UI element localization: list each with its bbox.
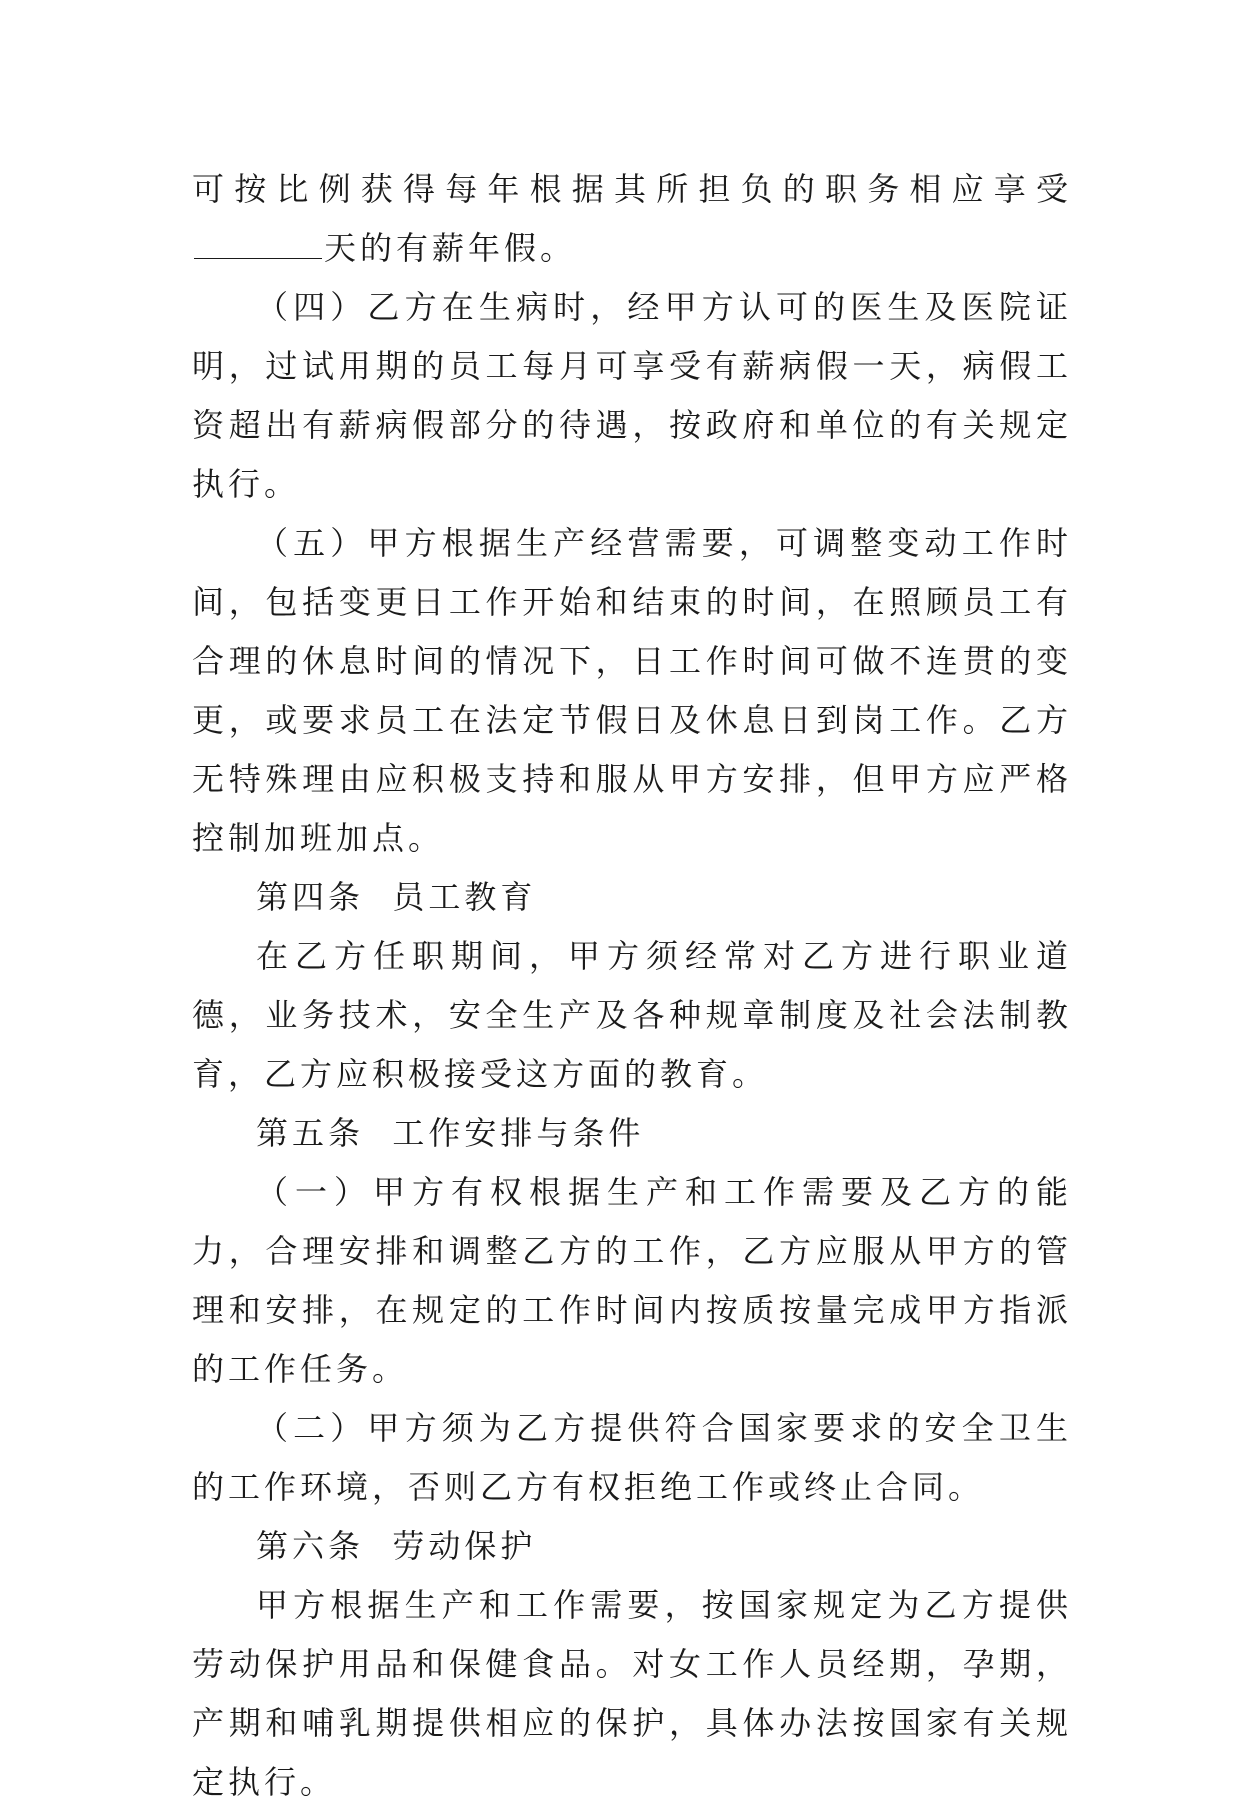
paragraph-employee-education: 在乙方任职期间，甲方须经常对乙方进行职业道德，业务技术，安全生产及各种规章制度及社会法制教育，乙方应积极接受这方面的教育。 bbox=[192, 937, 1072, 1093]
annual-leave-text-end: 天的有薪年假。 bbox=[324, 229, 577, 267]
paragraph-annual-leave bbox=[192, 160, 1072, 278]
document-body bbox=[192, 160, 1072, 1812]
article-4-heading: 第四条 员工教育 bbox=[256, 878, 537, 916]
paragraph-sick-leave: （四）乙方在生病时，经甲方认可的医生及医院证明，过试用期的员工每月可享受有薪病假一天，病假工资超出有薪病假部分的待遇，按政府和单位的有关规定执行。 bbox=[192, 288, 1072, 503]
paragraph-labor-protection: 甲方根据生产和工作需要，按国家规定为乙方提供劳动保护用品和保健食品。对女工作人员经期，孕期，产期和哺乳期提供相应的保护，具体办法按国家有关规定执行。 bbox=[192, 1586, 1072, 1801]
article-5-heading: 第五条 工作安排与条件 bbox=[256, 1114, 645, 1152]
paragraph-work-environment: （二）甲方须为乙方提供符合国家要求的安全卫生的工作环境，否则乙方有权拒绝工作或终止合同。 bbox=[192, 1409, 1072, 1506]
paragraph-work-arrangement: （一）甲方有权根据生产和工作需要及乙方的能力，合理安排和调整乙方的工作，乙方应服从甲方的管理和安排，在规定的工作时间内按质按量完成甲方指派的工作任务。 bbox=[192, 1173, 1072, 1388]
blank-days-field bbox=[194, 228, 322, 259]
annual-leave-text-start: 可按比例获得每年根据其所担负的职务相应享受 bbox=[192, 170, 1072, 208]
paragraph-working-time-adjustment: （五）甲方根据生产经营需要，可调整变动工作时间，包括变更日工作开始和结束的时间，在照顾员工有合理的休息时间的情况下，日工作时间可做不连贯的变更，或要求员工在法定节假日及休息日到岗工作。乙方无特殊理由应积极支持和服从甲方安排，但甲方应严格控制加班加点。 bbox=[192, 524, 1072, 857]
article-6-heading: 第六条 劳动保护 bbox=[256, 1527, 537, 1565]
